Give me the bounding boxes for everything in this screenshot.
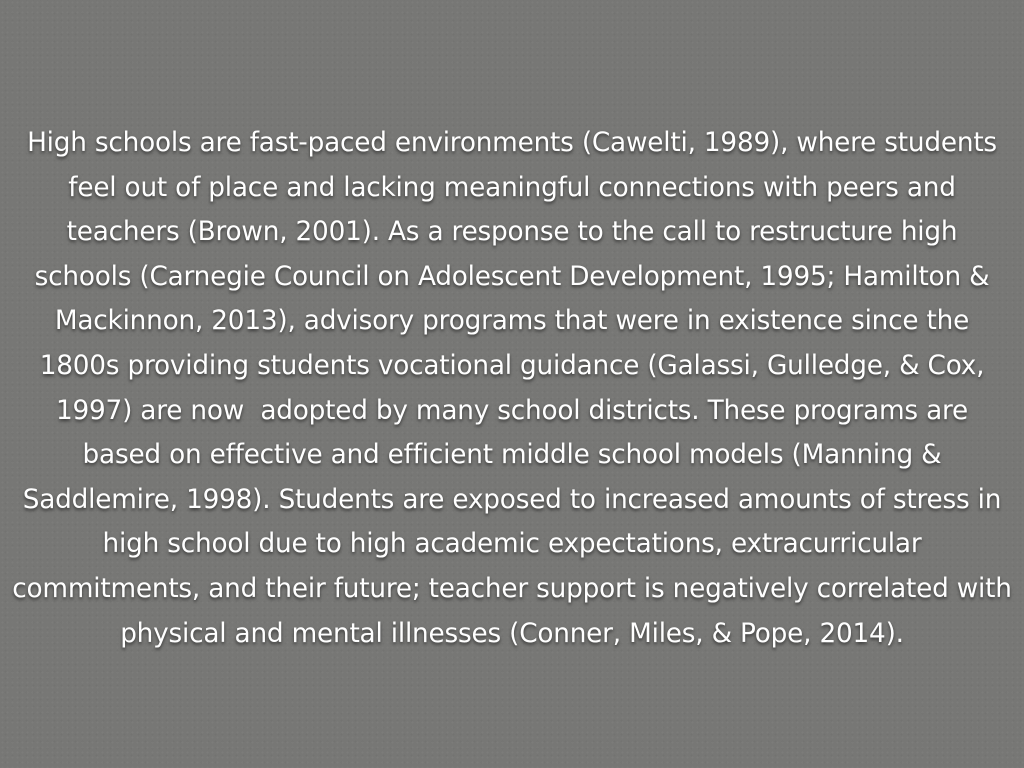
text-line: 1997) are now adopted by many school districts. These programs are xyxy=(55,395,969,426)
text-line: schools (Carnegie Council on Adolescent Development, 1995; Hamilton & xyxy=(34,261,990,292)
text-line: Saddlemire, 1998). Students are exposed to increased amounts of stress in xyxy=(22,484,1002,515)
text-line: commitments, and their future; teacher support is negatively correlated with xyxy=(12,573,1012,604)
text-line: physical and mental illnesses (Conner, Miles, & Pope, 2014). xyxy=(120,618,904,649)
text-line: High schools are fast-paced environments (Cawelti, 1989), where students xyxy=(27,128,997,158)
text-line: teachers (Brown, 2001). As a response to the call to restructure high xyxy=(66,217,958,248)
text-line: 1800s providing students vocational guidance (Galassi, Gulledge, & Cox, xyxy=(39,350,985,381)
text-line: feel out of place and lacking meaningful connections with peers and xyxy=(68,172,956,203)
text-line: based on effective and efficient middle school models (Manning & xyxy=(82,440,942,471)
text-line: Mackinnon, 2013), advisory programs that were in existence since the xyxy=(54,306,970,337)
slide-body-text xyxy=(12,121,1012,656)
text-line: high school due to high academic expectations, extracurricular xyxy=(102,529,922,560)
